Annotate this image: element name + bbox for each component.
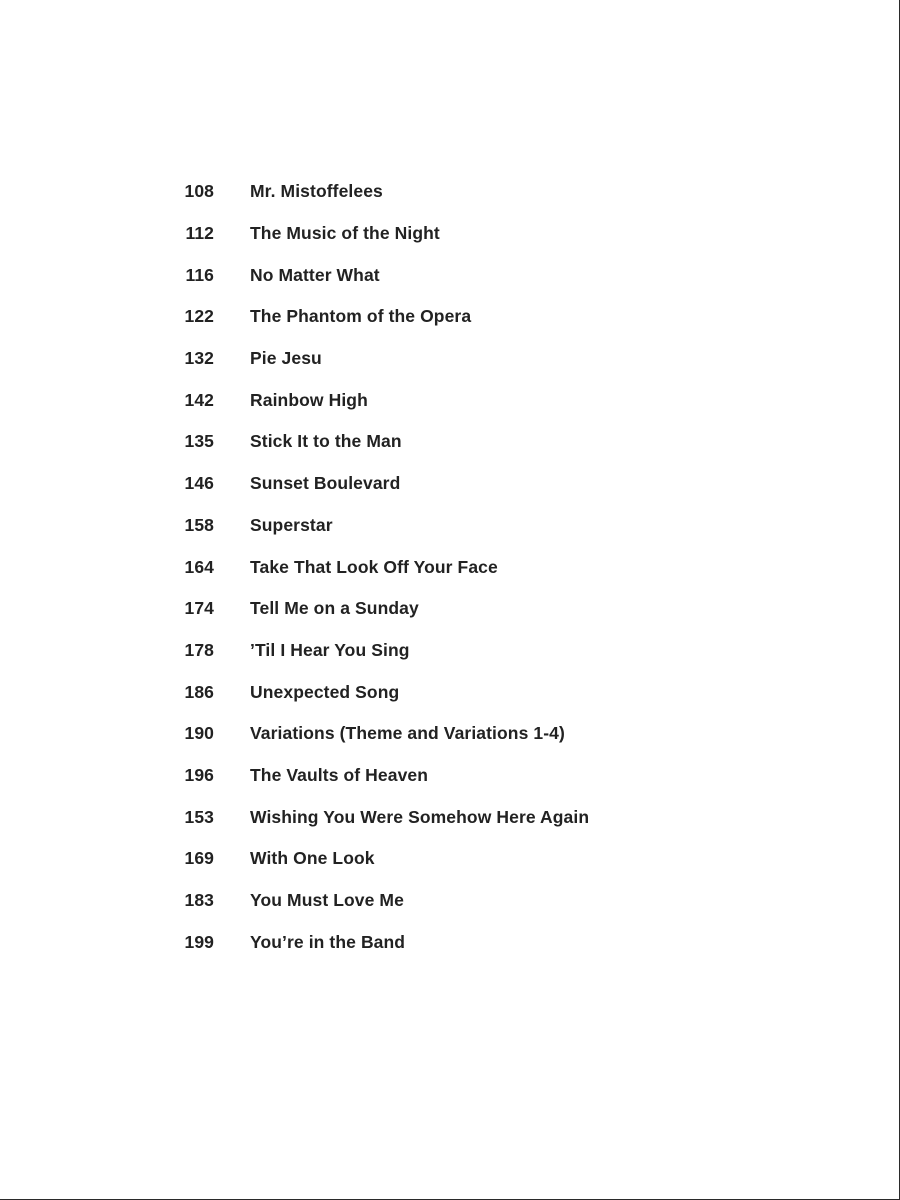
toc-entry — [178, 296, 738, 338]
toc-entry — [178, 588, 738, 630]
toc-page-number: 174 — [184, 598, 214, 619]
toc-entry — [178, 630, 738, 672]
toc-entry — [178, 421, 738, 463]
toc-entry — [178, 338, 738, 380]
toc-song-title: Take That Look Off Your Face — [250, 556, 498, 577]
toc-entry — [178, 254, 738, 296]
toc-song-title: Mr. Mistoffelees — [250, 181, 383, 202]
toc-entry — [178, 796, 738, 838]
toc-song-title: Variations (Theme and Variations 1-4) — [250, 723, 565, 744]
toc-entry — [178, 671, 738, 713]
toc-page-number: 186 — [184, 681, 214, 702]
toc-song-title: The Phantom of the Opera — [250, 306, 472, 327]
table-of-contents — [178, 171, 738, 963]
toc-page-number: 178 — [184, 639, 214, 660]
toc-entry — [178, 171, 738, 213]
toc-page-number: 135 — [184, 431, 214, 452]
toc-page-number: 142 — [184, 389, 214, 410]
toc-entry — [178, 755, 738, 797]
toc-song-title: Tell Me on a Sunday — [250, 598, 419, 619]
toc-page-number: 164 — [184, 556, 214, 577]
toc-song-title: With One Look — [250, 848, 375, 869]
toc-entry — [178, 713, 738, 755]
toc-page-number: 190 — [184, 723, 214, 744]
toc-page-number: 169 — [184, 848, 214, 869]
toc-page-number: 183 — [184, 890, 214, 911]
toc-page-number: 108 — [184, 181, 214, 202]
toc-entry — [178, 213, 738, 255]
toc-entry — [178, 880, 738, 922]
toc-page-number: 132 — [184, 348, 214, 369]
toc-song-title: Superstar — [250, 514, 333, 535]
toc-entry — [178, 921, 738, 963]
toc-page-number: 196 — [184, 764, 214, 785]
toc-page-number: 158 — [184, 514, 214, 535]
toc-page-number: 146 — [184, 473, 214, 494]
toc-song-title: Unexpected Song — [250, 681, 400, 702]
toc-page-number: 112 — [185, 223, 214, 244]
toc-page-number: 199 — [184, 931, 214, 952]
toc-song-title: You Must Love Me — [250, 890, 404, 911]
toc-page-number: 122 — [184, 306, 214, 327]
toc-entry — [178, 546, 738, 588]
toc-song-title: ’Til I Hear You Sing — [250, 639, 410, 660]
toc-song-title: Stick It to the Man — [250, 431, 402, 452]
toc-song-title: No Matter What — [250, 264, 380, 285]
toc-song-title: The Music of the Night — [250, 223, 440, 244]
toc-song-title: Pie Jesu — [250, 348, 322, 369]
toc-page-number: 116 — [185, 264, 214, 285]
toc-entry — [178, 463, 738, 505]
toc-song-title: Sunset Boulevard — [250, 473, 401, 494]
toc-entry — [178, 505, 738, 547]
toc-song-title: Wishing You Were Somehow Here Again — [250, 806, 590, 827]
toc-page-number: 153 — [184, 806, 214, 827]
toc-entry — [178, 838, 738, 880]
toc-entry — [178, 379, 738, 421]
toc-song-title: The Vaults of Heaven — [250, 764, 429, 785]
toc-song-title: Rainbow High — [250, 389, 368, 410]
toc-song-title: You’re in the Band — [250, 931, 406, 952]
